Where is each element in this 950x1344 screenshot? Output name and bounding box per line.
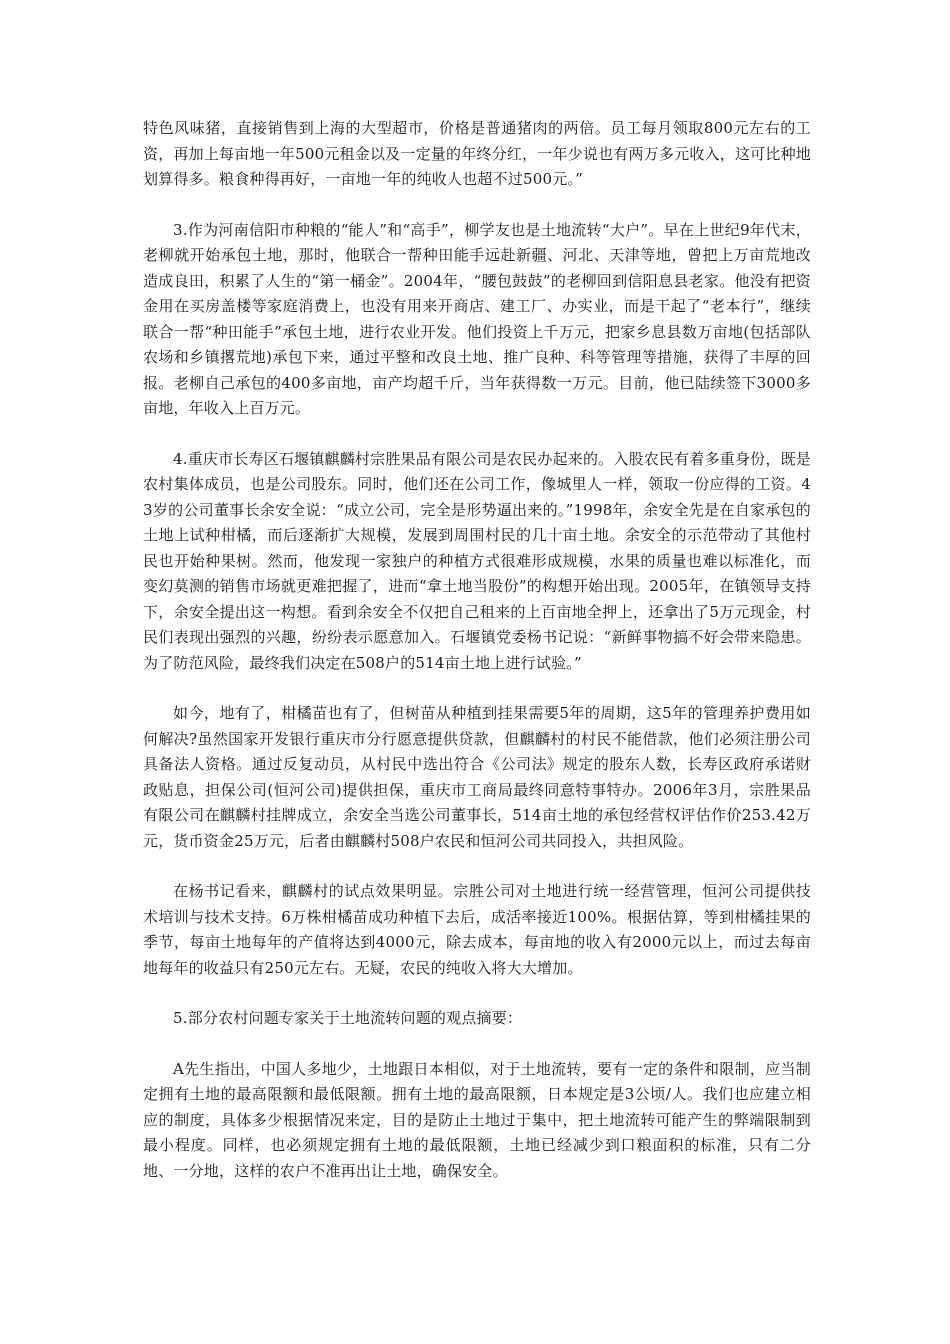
- paragraph-item-4-results: 在杨书记看来，麒麟村的试点效果明显。宗胜公司对土地进行统一经营管理，恒河公司提供技术培训与技术支持。6万株柑橘苗成功种植下去后，成活率接近100%。根据估算，等到柑橘挂果的季节，每亩土地每年的产值将达到4000元，除去成本，每亩地的收入有2000元以上，而过去每亩地每年的收益只有250元左右。无疑，农民的纯收入将大大增加。: [143, 882, 811, 977]
- paragraph-gap: [143, 981, 811, 1006]
- paragraph-gap: [143, 854, 811, 879]
- document-page: [143, 116, 811, 1184]
- paragraph-gap: [143, 1032, 811, 1057]
- paragraph-gap: [143, 193, 811, 218]
- paragraph-gap: [143, 676, 811, 701]
- paragraph-continuation: 特色风味猪，直接销售到上海的大型超市，价格是普通猪肉的两倍。员工每月领取800元左右的工资，再加上每亩地一年500元租金以及一定量的年终分红，一年少说也有两万多元收入，这可比种地划算得多。粮食种得再好，一亩地一年的纯收人也超不过500元。”: [143, 119, 811, 188]
- paragraph-item-5-heading: 5.部分农村问题专家关于土地流转问题的观点摘要：: [173, 1009, 523, 1027]
- paragraph-gap: [143, 422, 811, 447]
- paragraph-item-4-funding: 如今，地有了，柑橘苗也有了，但树苗从种植到挂果需要5年的周期，这5年的管理养护费用如何解决?虽然国家开发银行重庆市分行愿意提供贷款，但麒麟村的村民不能借款，他们必须注册公司具备法人资格。通过反复动员，从村民中选出符合《公司法》规定的股东人数，长寿区政府承诺财政贴息，担保公司(恒河公司)提供担保，重庆市工商局最终同意特事特办。2006年3月，宗胜果品有限公司在麒麟村挂牌成立，余安全当选公司董事长，514亩土地的承包经营权评估作价253.42万元，货币资金25万元，后者由麒麟村508户农民和恒河公司共同投入，共担风险。: [143, 704, 811, 850]
- paragraph-item-4: 4.重庆市长寿区石堰镇麒麟村宗胜果品有限公司是农民办起来的。入股农民有着多重身份，既是农村集体成员，也是公司股东。同时，他们还在公司工作，像城里人一样，领取一份应得的工资。43岁的公司董事长余安全说：“成立公司，完全是形势逼出来的。”1998年，余安全先是在自家承包的土地上试种柑橘，而后逐渐扩大规模，发展到周围村民的几十亩土地。余安全的示范带动了其他村民也开始种果树。然而，他发现一家独户的种植方式很难形成规模，水果的质量也难以标准化，而变幻莫测的销售市场就更难把握了，进而“拿土地当股份”的构想开始出现。2005年，在镇领导支持下，余安全提出这一构想。看到余安全不仅把自己租来的上百亩地全押上，还拿出了5万元现金，村民们表现出强烈的兴趣，纷纷表示愿意加入。石堰镇党委杨书记说：“新鲜事物搞不好会带来隐患。为了防范风险，最终我们决定在508户的514亩土地上进行试验。”: [143, 449, 811, 672]
- paragraph-item-3: 3.作为河南信阳市种粮的“能人”和“高手”，柳学友也是土地流转“大户”。早在上世纪9年代末，老柳就开始承包土地，那时，他联合一帮种田能手远赴新疆、河北、天津等地，曾把上万亩荒地改造成良田，积累了人生的“第一桶金”。2004年，“腰包鼓鼓”的老柳回到信阳息县老家。他没有把资金用在买房盖楼等家庭消费上，也没有用来开商店、建工厂、办实业，而是干起了“老本行”，继续联合一帮“种田能手”承包土地，进行农业开发。他们投资上千万元，把家乡息县数万亩地(包括部队农场和乡镇撂荒地)承包下来，通过平整和改良土地、推广良种、科等管理等措施，获得了丰厚的回报。老柳自己承包的400多亩地，亩产均超千斤，当年获得数一万元。目前，他已陆续签下3000多亩地，年收入上百万元。: [143, 220, 811, 417]
- paragraph-item-5-expert-a: A先生指出，中国人多地少，土地跟日本相似，对于土地流转，要有一定的条件和限制，应当制定拥有土地的最高限额和最低限额。拥有土地的最高限额，日本规定是3公顷/人。我们也应建立相应的制度，具体多少根据情况来定，目的是防止土地过于集中，把土地流转可能产生的弊端限制到最小程度。同样，也必须规定拥有土地的最低限额，土地已经减少到口粮面积的标准，只有二分地、一分地，这样的农户不准再出让土地，确保安全。: [143, 1059, 811, 1180]
